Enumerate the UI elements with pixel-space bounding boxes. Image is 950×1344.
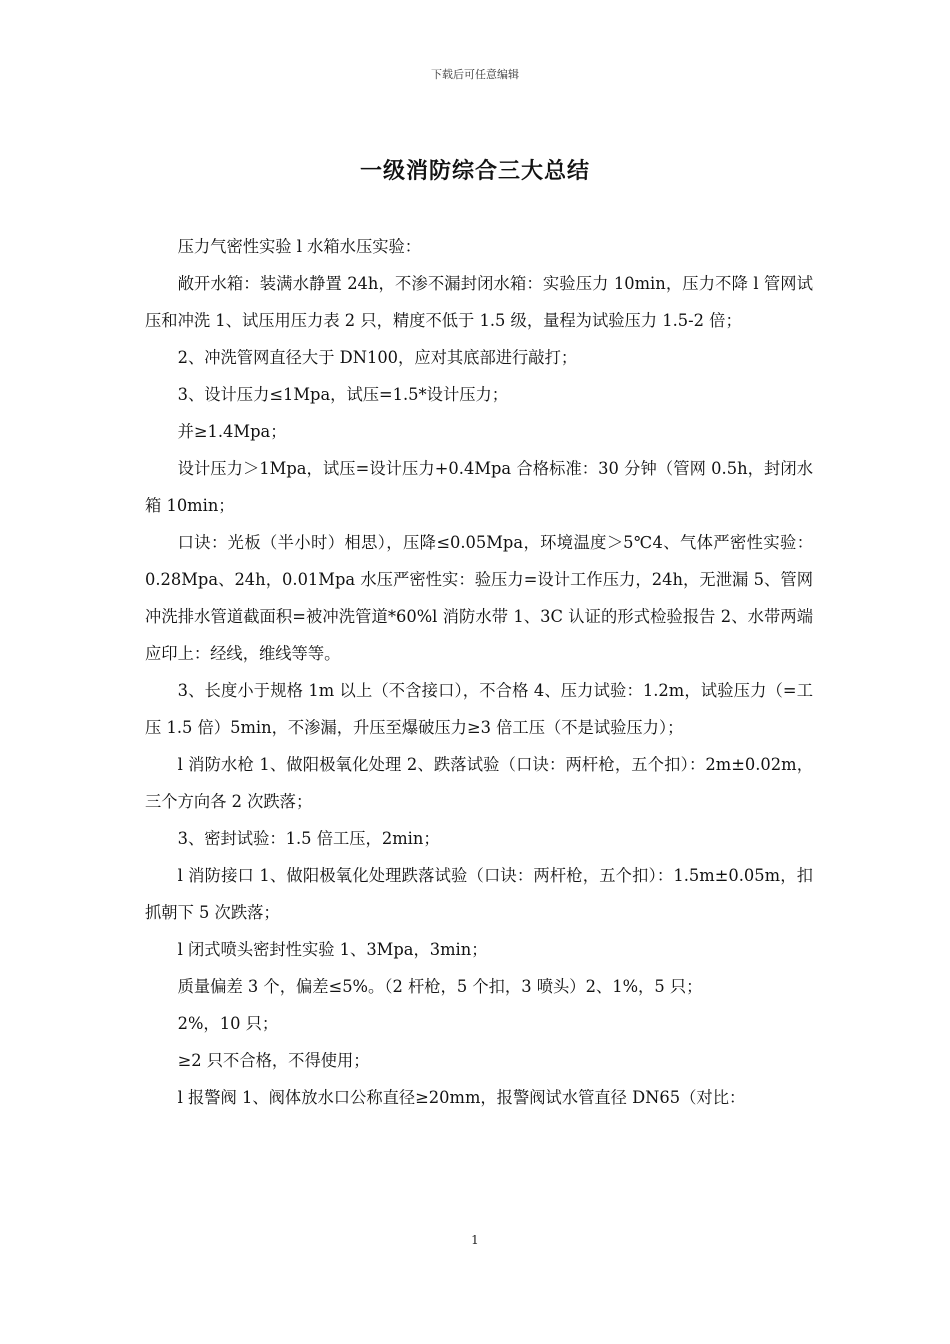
paragraph: 质量偏差 3 个，偏差≤5%。（2 杆枪，5 个扣，3 喷头）2、1%，5 只； [177,977,703,996]
paragraph: 并≥1.4Mpa； [177,422,287,441]
paragraph: 3、设计压力≤1Mpa，试压=1.5*设计压力； [177,385,509,404]
paragraph: l 报警阀 1、阀体放水口公称直径≥20mm，报警阀试水管直径 DN65（对比： [177,1088,746,1107]
paragraph: 口诀：光板（半小时）相思），压降≤0.05Mpa，环境温度＞5℃4、气体严密性实验：0.28Mpa、24h，0.01Mpa 水压严密性实：验压力=设计工作压力，24h，无泄漏 5、管网冲洗排水管道截面积=被冲洗管道*60%l 消防水带 1、3C 认证的形式检验报告 2、水带两端应印上：经线，维线等等。 [145,533,813,663]
paragraph: l 闭式喷头密封性实验 1、3Mpa，3min； [177,940,488,959]
paragraph: 3、密封试验：1.5 倍工压，2min； [177,829,440,848]
paragraph: l 消防接口 1、做阳极氧化处理跌落试验（口诀：两杆枪，五个扣）：1.5m±0.05m，扣抓朝下 5 次跌落； [145,866,813,922]
page-header: 下载后可任意编辑 [431,68,519,81]
paragraph: 3、长度小于规格 1m 以上（不含接口），不合格 4、压力试验：1.2m，试验压力（=工压 1.5 倍）5min，不渗漏，升压至爆破压力≥3 倍工压（不是试验压力）； [145,681,813,737]
page-number: 1 [471,1233,479,1247]
paragraph: 2、冲洗管网直径大于 DN100，应对其底部进行敲打； [177,348,578,367]
paragraph: 设计压力＞1Mpa，试压=设计压力+0.4Mpa 合格标准：30 分钟（管网 0.5h，封闭水箱 10min； [145,459,813,515]
paragraph: 敞开水箱：装满水静置 24h，不渗不漏封闭水箱：实验压力 10min，压力不降 l 管网试压和冲洗 1、试压用压力表 2 只，精度不低于 1.5 级，量程为试验压力 1.5-2 倍； [145,274,813,330]
document-title: 一级消防综合三大总结 [359,159,590,184]
paragraph: 压力气密性实验 l 水箱水压实验： [177,237,422,256]
paragraph: 2%，10 只； [177,1014,279,1033]
paragraph: ≥2 只不合格，不得使用； [177,1051,370,1070]
document-body [145,228,813,1116]
paragraph: l 消防水枪 1、做阳极氧化处理 2、跌落试验（口诀：两杆枪，五个扣）：2m±0.02m，三个方向各 2 次跌落； [145,755,813,811]
